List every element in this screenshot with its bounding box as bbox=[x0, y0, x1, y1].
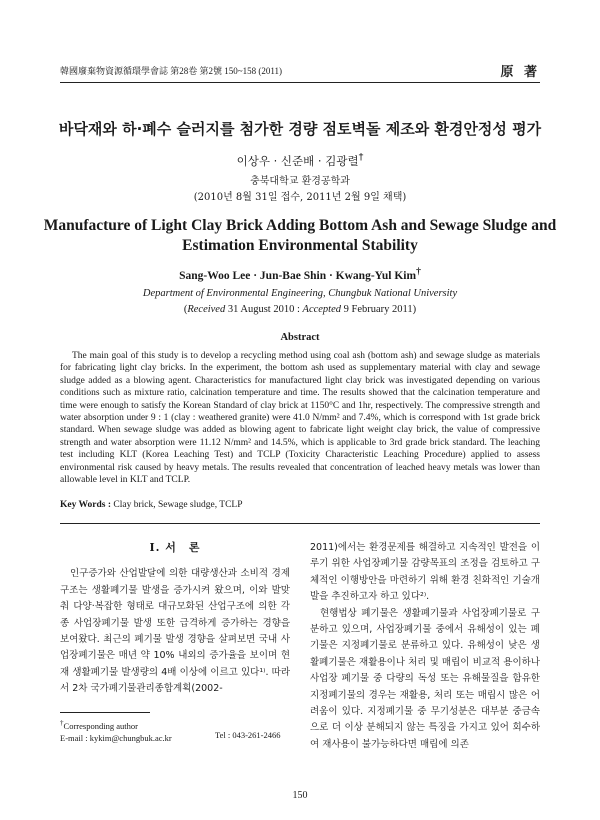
footnote-label: †Corresponding author bbox=[60, 719, 138, 731]
intro-paragraph-2: 2011)에서는 환경문제를 해결하고 지속적인 발전을 이루기 위한 사업장폐기물 감량목표의 조정을 검토하고 구체적인 이행방안을 마련하기 위해 환경 친화적인 기술개발을 추진하고자 하고 있다²⁾. bbox=[310, 542, 540, 603]
section-heading-introduction: I. 서 론 bbox=[149, 541, 201, 554]
abstract-text: The main goal of this study is to develop a recycling method using coal ash (bottom ash) and sewage sludge as materials for fabricating light clay bricks. In the experiment, the bottom ash used as supplementary material with clay and sewage sludge added as a blowing agent. Characteristics for manufactured light clay brick was investigated depending on various conditions such as mixture ratio, calcination temperature and time. The results showed that the calcination temperature and time were enough to satisfy the Korean Standard of clay brick at 1150°C and 1hr, respectively. The compressive strength and water absorption under 9 : 1 (clay : weathered granite) were 41.0 N/mm² and 7.4%, which is correspond with 1st grade brick standard. When sewage sludge was added as blowing agent to fabricate light weight clay brick, the value of compressive strength and water absorption were 11.12 N/mm² and 14.5%, which is applicable to 3rd grade brick standard. The leaching test including KLT (Korea Leaching Test) and TCLP (Toxicity Characteristic Leaching Procedure) applied to assess environmental risk caused by heavy metals. The results revealed that concentration of leached heavy metals was lower than allowable level in KLT and TCLP. bbox=[60, 351, 540, 486]
abstract-rule bbox=[60, 523, 540, 524]
korean-title: 바닥재와 하·폐수 슬러지를 첨가한 경량 점토벽돌 제조와 환경안정성 평가 bbox=[58, 120, 542, 138]
footnote-rule bbox=[60, 712, 150, 713]
korean-authors: 이상우 · 신준배 · 김광렬† bbox=[236, 152, 364, 168]
left-column bbox=[60, 540, 290, 698]
page-number: 150 bbox=[292, 790, 308, 801]
journal-citation: 韓國廢棄物資源循環學會誌 第28卷 第2號 150~158 (2011) bbox=[60, 66, 283, 76]
english-dates: (Received 31 August 2010 : Accepted 9 February 2011) bbox=[183, 304, 417, 315]
abstract-heading: Abstract bbox=[280, 332, 320, 343]
korean-affiliation: 충북대학교 환경공학과 bbox=[250, 176, 350, 187]
footnote-email: E-mail : kykim@chungbuk.ac.kr bbox=[60, 732, 172, 743]
article-type-label: 原 著 bbox=[500, 65, 540, 80]
intro-paragraph-1: 인구증가와 산업발달에 의한 대량생산과 소비적 경제구조는 생활폐기물 발생을 증가시켜 왔으며, 이와 발맞춰 다양·복잡한 형태로 대규모화된 산업구조에 의한 각종 사업장폐기물 발생 또한 급격하게 증가하는 경향을 보여왔다. 최근의 폐기물 발생 경향을 살펴보면 국내 사업장폐기물은 매년 약 10% 내외의 증가율을 보이며 현재 생활폐기물 발생량의 4배 이상에 이르고 있다¹⁾. 따라서 2차 국가폐기물관리종합계획(2002- bbox=[60, 568, 290, 695]
keywords bbox=[60, 500, 540, 510]
footnote-tel: Tel : 043-261-2466 bbox=[215, 730, 281, 740]
english-title: Manufacture of Light Clay Brick Adding Bottom Ash and Sewage Sludge and Estimation Environmental Stability bbox=[43, 217, 557, 254]
header-rule bbox=[60, 82, 540, 83]
corresponding-author-footnote bbox=[60, 717, 300, 744]
running-header bbox=[60, 64, 540, 80]
right-column bbox=[310, 540, 540, 753]
keywords-label: Key Words : bbox=[60, 500, 112, 510]
korean-dates: (2010년 8월 31일 접수, 2011년 2월 9일 채택) bbox=[193, 192, 407, 203]
intro-paragraph-3: 현행법상 폐기물은 생활폐기물과 사업장폐기물로 구분하고 있으며, 사업장폐기물 중에서 유해성이 있는 폐기물은 지정폐기물로 분류하고 있다. 유해성이 낮은 생활폐기물은 재활용이나 처리 및 매립이 비교적 용이하나 사업장 폐기물 중 다량의 독성 또는 유해물질을 함유한 지정폐기물의 경우는 재활용, 처리 또는 매립시 많은 어려움이 있다. 지정폐기물 중 무기성분은 대부분 중금속으로 더 이상 분해되지 않는 특징을 가지고 있어 회수하여 재사용이 불가능하다면 매립에 의존 bbox=[310, 607, 540, 750]
keywords-text: Clay brick, Sewage sludge, TCLP bbox=[113, 500, 243, 510]
english-authors: Sang-Woo Lee · Jun-Bae Shin · Kwang-Yul Kim† bbox=[179, 266, 421, 282]
english-affiliation: Department of Environmental Engineering, Chungbuk National University bbox=[142, 288, 458, 299]
